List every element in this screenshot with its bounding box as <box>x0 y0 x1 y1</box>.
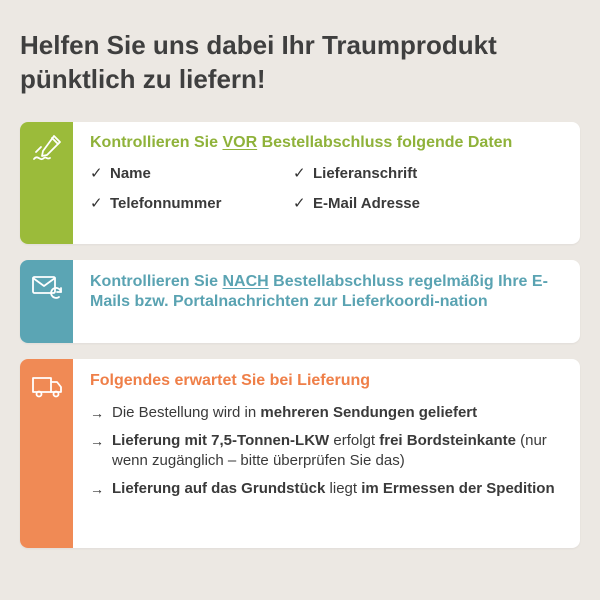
card-delivery-expectations <box>20 359 580 548</box>
checklist <box>90 164 562 226</box>
list-item: → Die Bestellung wird in mehreren Sendungen geliefert <box>90 404 478 421</box>
card-body <box>90 260 562 312</box>
check-item-phone: ✓ Telefonnummer <box>90 195 222 212</box>
card-title: Kontrollieren Sie VOR Bestellabschluss folgende Daten <box>90 134 513 151</box>
page-headline <box>20 28 580 96</box>
card-check-after-order <box>20 260 580 343</box>
arrow-right-icon: → <box>90 433 104 449</box>
delivery-truck-icon <box>30 369 64 403</box>
underlined-word-nach: NACH <box>222 273 269 290</box>
card-accent-green <box>20 122 73 244</box>
card-check-before-order <box>20 122 580 244</box>
headline-line-2: pünktlich zu liefern! <box>20 64 266 94</box>
card-title: Folgendes erwartet Sie bei Lieferung <box>90 372 371 389</box>
check-item-email: ✓ E-Mail Adresse <box>293 195 420 212</box>
arrow-right-icon: → <box>90 405 104 421</box>
email-refresh-icon <box>30 270 64 304</box>
underlined-word-vor: VOR <box>222 134 258 151</box>
check-item-address: ✓ Lieferanschrift <box>293 165 418 182</box>
card-title: Kontrollieren Sie NACH Bestellabschluss regelmäßig Ihre E-Mails bzw. Portalnachrichten zur Lieferkoordi-nation <box>90 273 548 310</box>
list-item: → Lieferung auf das Grundstück liegt im Ermessen der Spedition <box>90 480 555 497</box>
headline-line-1: Helfen Sie uns dabei Ihr Traumprodukt <box>20 30 497 60</box>
card-accent-teal <box>20 260 73 343</box>
pen-signature-icon <box>30 132 64 166</box>
check-item-name: ✓ Name <box>90 165 151 182</box>
card-body <box>90 122 562 226</box>
checkmark-icon: ✓ <box>90 165 103 182</box>
delivery-list <box>90 403 562 499</box>
list-item: → Lieferung mit 7,5-Tonnen-LKW erfolgt frei Bordsteinkante (nur wenn zugänglich – bitte überprüfen Sie das) <box>90 432 547 469</box>
card-accent-orange <box>20 359 73 548</box>
checkmark-icon: ✓ <box>90 195 103 212</box>
card-body <box>90 359 562 507</box>
arrow-right-icon: → <box>90 481 104 497</box>
checkmark-icon: ✓ <box>293 165 306 182</box>
checkmark-icon: ✓ <box>293 195 306 212</box>
